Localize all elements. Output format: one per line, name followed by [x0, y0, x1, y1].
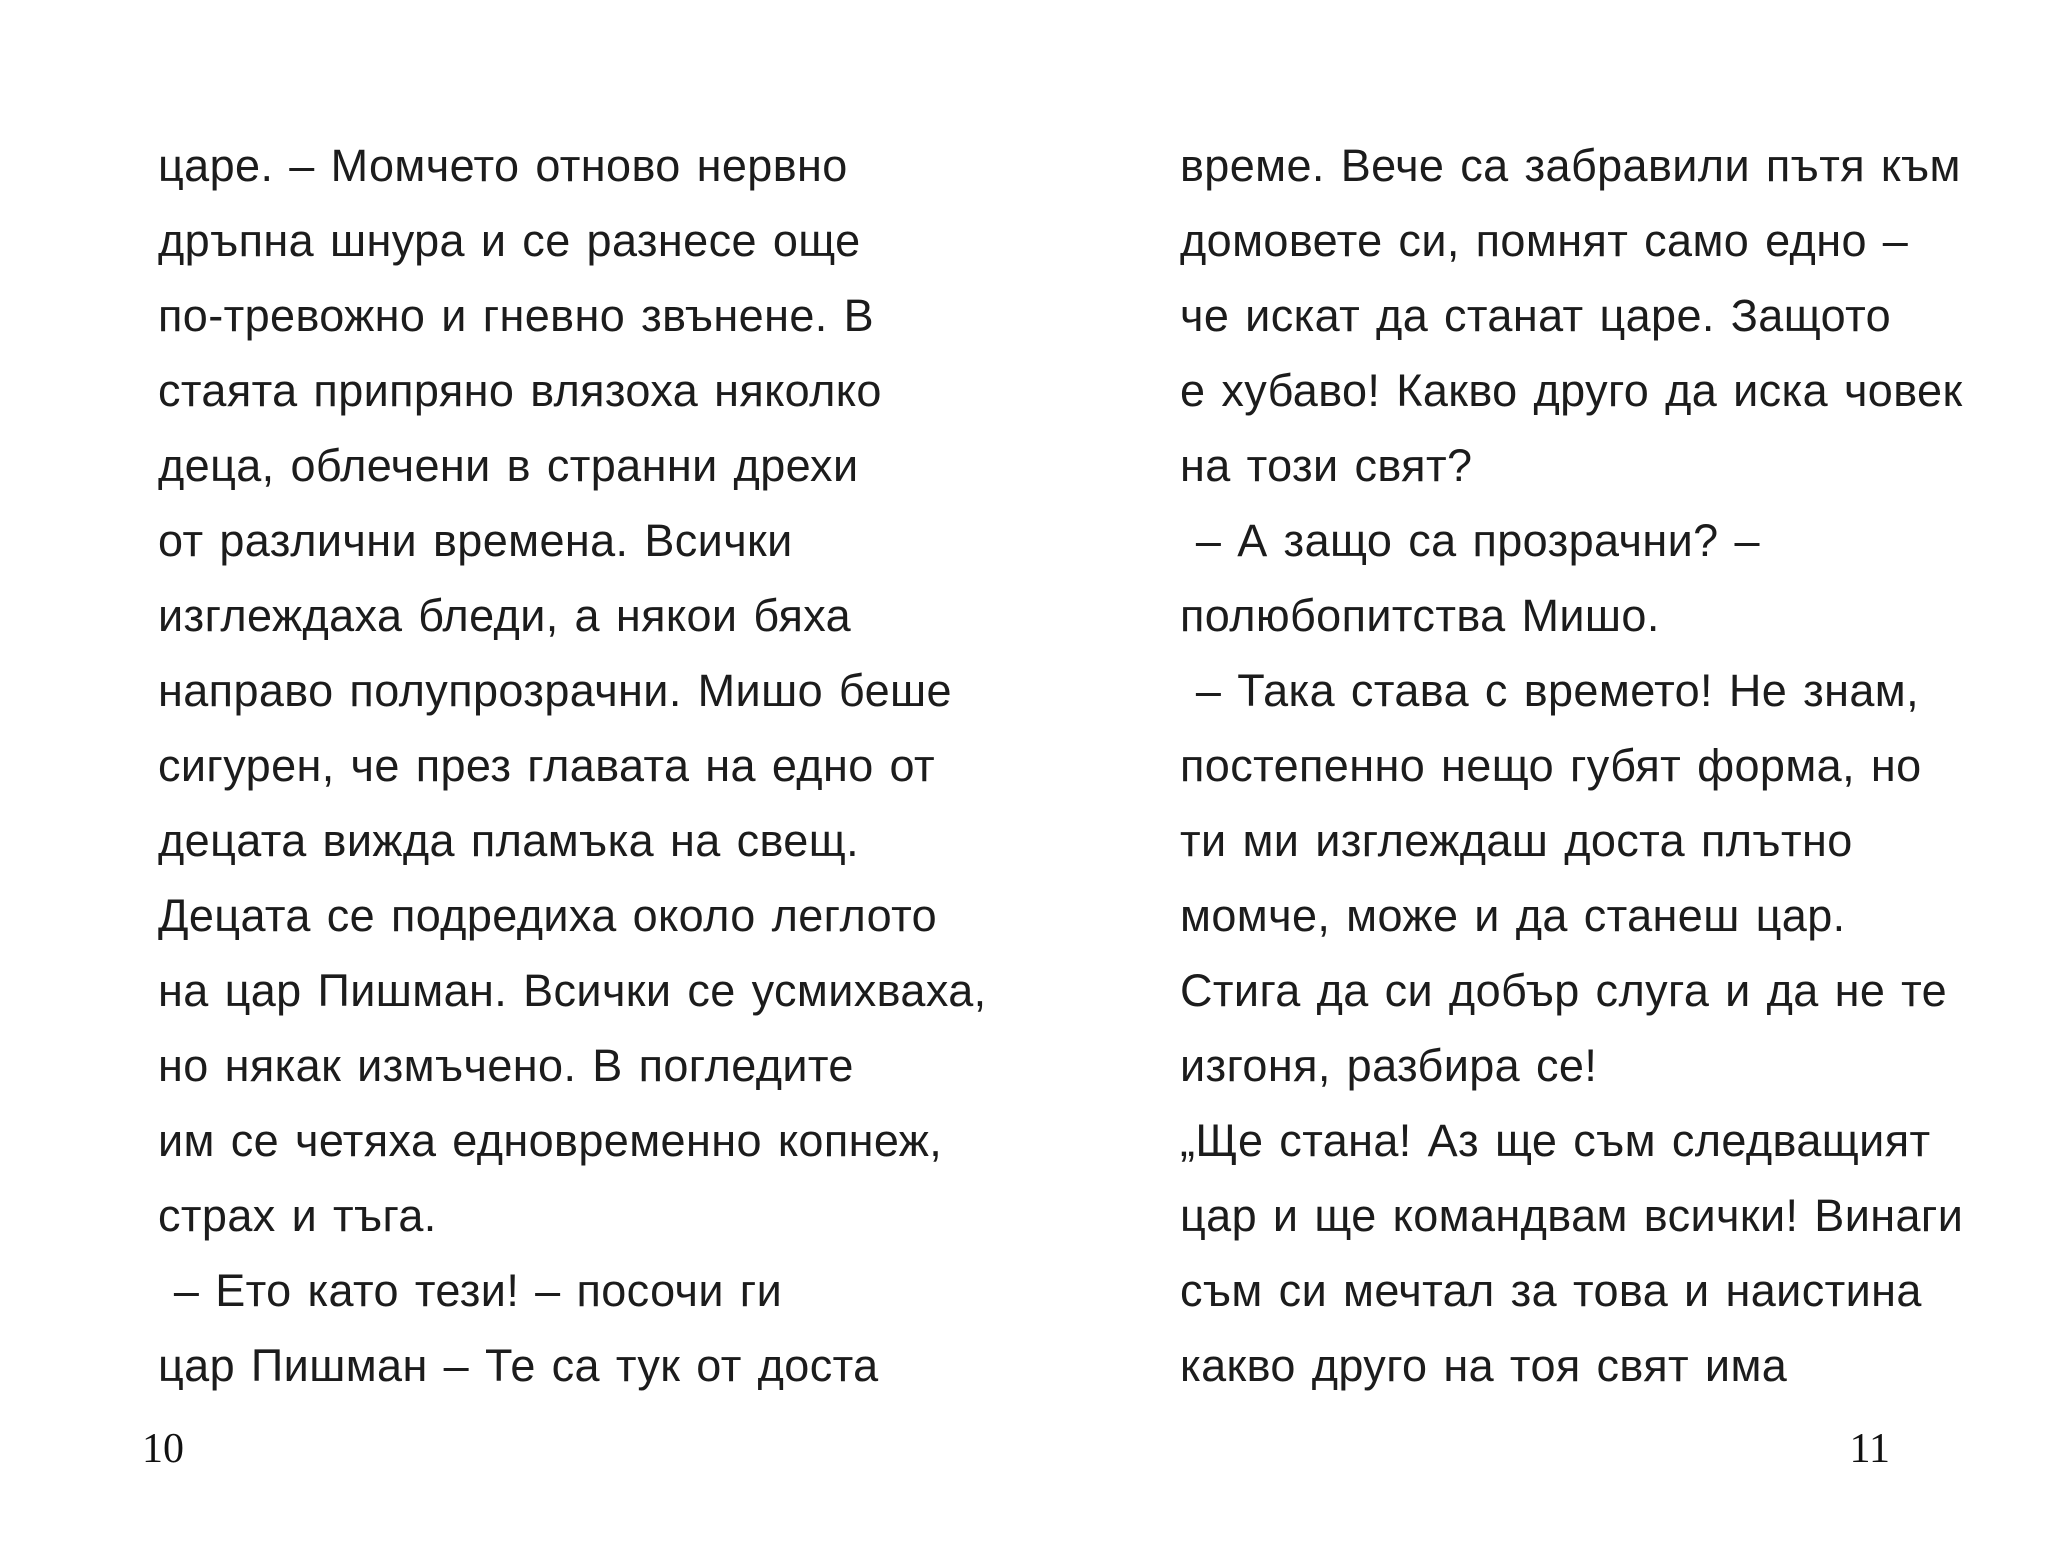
text-line: по-тревожно и гневно звънене. В	[158, 290, 875, 341]
text-line: че искат да станат царе. Защото	[1180, 290, 1892, 341]
page-right-text	[1180, 128, 1964, 1403]
text-line: цар Пишман – Те са тук от доста	[158, 1340, 879, 1391]
page-left-text	[158, 128, 987, 1403]
text-line: – Ето като тези! – посочи ги	[158, 1265, 783, 1316]
text-line: домовете си, помнят само едно –	[1180, 215, 1909, 266]
text-line: цар и ще командвам всички! Винаги	[1180, 1190, 1964, 1241]
text-line: какво друго на тоя свят има	[1180, 1340, 1788, 1391]
text-line: ти ми изглеждаш доста плътно	[1180, 815, 1853, 866]
text-line: – А защо са прозрачни? –	[1180, 515, 1760, 566]
text-line: Децата се подредиха около леглото	[158, 890, 938, 941]
text-line: царе. – Момчето отново нервно	[158, 140, 848, 191]
text-line: на цар Пишман. Всички се усмихваха,	[158, 965, 987, 1016]
text-line: изглеждаха бледи, а някои бяха	[158, 590, 852, 641]
text-line: им се четяха едновременно копнеж,	[158, 1115, 943, 1166]
text-line: от различни времена. Всички	[158, 515, 793, 566]
page-number: 11	[1849, 1426, 1890, 1472]
text-line: на този свят?	[1180, 440, 1473, 491]
text-line: деца, облечени в странни дрехи	[158, 440, 859, 491]
text-line: изгоня, разбира се!	[1180, 1040, 1598, 1091]
text-line: но някак измъчено. В погледите	[158, 1040, 854, 1091]
text-line: сигурен, че през главата на едно от	[158, 740, 935, 791]
text-line: „Ще стана! Аз ще съм следващият	[1180, 1115, 1931, 1166]
text-line: страх и тъга.	[158, 1190, 437, 1241]
page-number: 10	[142, 1426, 184, 1472]
text-line: Стига да си добър слуга и да не те	[1180, 965, 1948, 1016]
text-line: децата вижда пламъка на свещ.	[158, 815, 860, 866]
text-line: е хубаво! Какво друго да иска човек	[1180, 365, 1963, 416]
text-line: дръпна шнура и се разнесе още	[158, 215, 861, 266]
text-line: съм си мечтал за това и наистина	[1180, 1265, 1922, 1316]
text-line: момче, може и да станеш цар.	[1180, 890, 1846, 941]
text-line: време. Вече са забравили пътя към	[1180, 140, 1961, 191]
text-line: постепенно нещо губят форма, но	[1180, 740, 1922, 791]
text-line: полюбопитства Мишо.	[1180, 590, 1660, 641]
text-line: – Така става с времето! Не знам,	[1180, 665, 1920, 716]
text-line: стаята припряно влязоха няколко	[158, 365, 882, 416]
text-line: направо полупрозрачни. Мишо беше	[158, 665, 952, 716]
